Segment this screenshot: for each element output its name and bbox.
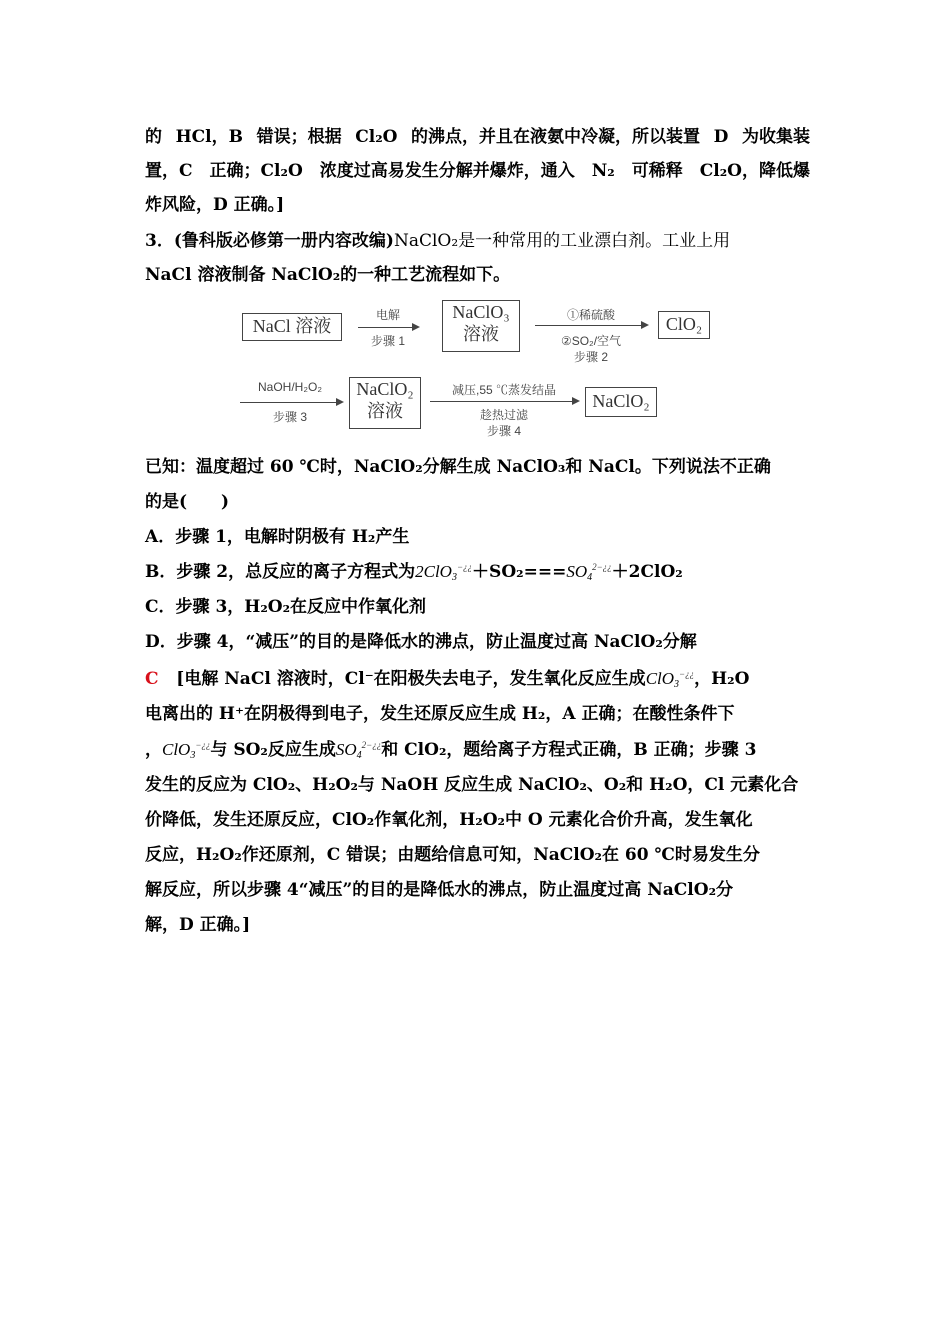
flow-box-nacl-solution: NaCl 溶液 <box>242 313 342 341</box>
ion-charge: 2−¿¿ <box>361 740 382 750</box>
answer-line-2: 电离出的 H⁺在阴极得到电子，发生还原反应生成 H₂，A 正确；在酸性条件下 <box>145 704 735 724</box>
text-segment: 可稀释 <box>631 161 683 181</box>
ion-formula: ClO <box>423 562 452 581</box>
question-number: 3． <box>145 231 174 251</box>
answer-text: ，H₂O <box>694 669 750 689</box>
arrow1-condition: 电解 <box>375 308 400 322</box>
ion-subscript: 4 <box>587 572 593 583</box>
prev-explanation-line-1 <box>145 126 810 148</box>
text-segment: 为收集装 <box>741 127 810 147</box>
text-segment: D <box>713 127 729 147</box>
arrow-step-3 <box>240 402 342 403</box>
text-segment: N₂ <box>591 161 615 181</box>
arrow1-step-label: 步骤 1 <box>370 334 405 348</box>
text-segment: 浓度过高易发生分解并爆炸，通入 <box>319 161 575 181</box>
ion-sulfate <box>336 739 381 761</box>
known-condition-line-2: 的是( ) <box>145 492 230 512</box>
ion-subscript: 3 <box>190 750 196 761</box>
answer-text: ， <box>145 740 162 760</box>
question-source: (鲁科版必修第一册内容改编) <box>173 231 394 251</box>
flow-box-naclo3-solution <box>442 300 520 352</box>
flow-box-clo2: ClO₂ <box>658 311 710 339</box>
answer-text: 与 SO₂反应生成 <box>210 740 336 760</box>
answer-text: [电解 NaCl 溶液时，Cl⁻在阳极失去电子，发生氧化反应生成 <box>176 669 646 689</box>
ion-formula: ClO <box>645 669 675 688</box>
ion-chlorate <box>162 739 210 761</box>
arrow3-reagent: NaOH/H₂O₂ <box>258 380 322 394</box>
ion-formula: SO <box>335 740 357 759</box>
answer-line-7: 解反应，所以步骤 4“减压”的目的是降低水的沸点，防止温度过高 NaClO₂分 <box>145 880 734 900</box>
text-segment: 错误；根据 <box>256 127 342 147</box>
ion-sulfate <box>566 561 611 583</box>
answer-line-5: 价降低，发生还原反应，ClO₂作氧化剂，H₂O₂中 O 元素化合价升高，发生氧化 <box>145 810 753 830</box>
ion-formula: ClO <box>162 740 191 759</box>
ion-subscript: 3 <box>674 679 680 690</box>
arrow4-step-label: 步骤 4 <box>486 424 521 438</box>
text-segment: 正确；Cl₂O <box>209 161 303 181</box>
question-3-stem-line-2: NaCl 溶液制备 NaClO₂的一种工艺流程如下。 <box>145 265 511 285</box>
arrow-step-2 <box>535 325 647 326</box>
option-b-text: ＋2ClO₂ <box>611 562 683 582</box>
arrow3-step-label: 步骤 3 <box>272 410 307 424</box>
ion-chlorate <box>646 668 694 690</box>
arrow2-reagent-1: ①稀硫酸 <box>566 308 615 322</box>
question-stem: NaClO₂是一种常用的工业漂白剂。工业上用 <box>393 231 731 251</box>
answer-line-3 <box>145 739 810 761</box>
known-condition-line-1: 已知：温度超过 60 ℃时，NaClO₂分解生成 NaClO₃和 NaCl。下列说法不正确 <box>145 457 771 477</box>
text-segment: HCl，B <box>175 127 244 147</box>
option-d: D．步骤 4，“减压”的目的是降低水的沸点，防止温度过高 NaClO₂分解 <box>145 632 697 652</box>
ion-charge: −¿¿ <box>679 669 695 679</box>
answer-line-1 <box>145 668 810 690</box>
box-line: NaClO₃ <box>452 302 510 322</box>
ion-charge: −¿¿ <box>195 740 211 750</box>
arrow-step-1 <box>358 327 418 328</box>
ion-formula: SO <box>566 562 588 581</box>
arrow4-condition: 减压,55 ℃蒸发结晶 <box>451 383 557 397</box>
text-segment: 的 <box>145 127 162 147</box>
option-c: C．步骤 3，H₂O₂在反应中作氧化剂 <box>145 597 427 617</box>
answer-letter: C <box>145 669 159 689</box>
box-line: 溶液 <box>367 401 403 421</box>
answer-line-4: 发生的反应为 ClO₂、H₂O₂与 NaOH 反应生成 NaClO₂、O₂和 H₂O，Cl 元素化合 <box>145 775 799 795</box>
text-segment: Cl₂O，降低爆 <box>699 161 810 181</box>
coefficient: 2 <box>415 562 424 581</box>
arrow2-step-label: 步骤 2 <box>573 350 608 364</box>
arrow-step-4 <box>430 401 578 402</box>
text-segment: 置，C <box>145 161 193 181</box>
ion-subscript: 4 <box>356 750 362 761</box>
prev-explanation-line-3: 炸风险，D 正确。] <box>145 195 285 215</box>
ion-chlorate <box>415 561 472 583</box>
option-b-text: B．步骤 2，总反应的离子方程式为 <box>145 562 416 582</box>
option-a: A．步骤 1，电解时阴极有 H₂产生 <box>145 527 410 547</box>
ion-subscript: 3 <box>451 572 457 583</box>
box-line: NaClO₂ <box>356 379 414 399</box>
flow-box-naclo2-product: NaClO₂ <box>585 387 657 417</box>
question-3-stem-line-1 <box>145 230 810 252</box>
prev-explanation-line-2 <box>145 160 810 182</box>
ion-charge: 2−¿¿ <box>592 562 612 572</box>
answer-line-6: 反应，H₂O₂作还原剂，C 错误；由题给信息可知，NaClO₂在 60 ℃时易发生分 <box>145 845 760 865</box>
option-b-text: ＋SO₂=== <box>472 562 567 582</box>
arrow2-reagent-2: ②SO₂/空气 <box>560 334 622 348</box>
arrow4-operation: 趁热过滤 <box>479 408 528 422</box>
option-b <box>145 561 810 583</box>
answer-text: 和 ClO₂，题给离子方程式正确，B 正确；步骤 3 <box>381 740 757 760</box>
answer-line-8: 解，D 正确。] <box>145 915 251 935</box>
flow-box-naclo2-solution <box>349 377 421 429</box>
text-segment: 的沸点，并且在液氨中冷凝，所以装置 <box>411 127 701 147</box>
box-line: 溶液 <box>463 324 499 344</box>
ion-charge: −¿¿ <box>456 562 473 572</box>
text-segment: Cl₂O <box>355 127 398 147</box>
